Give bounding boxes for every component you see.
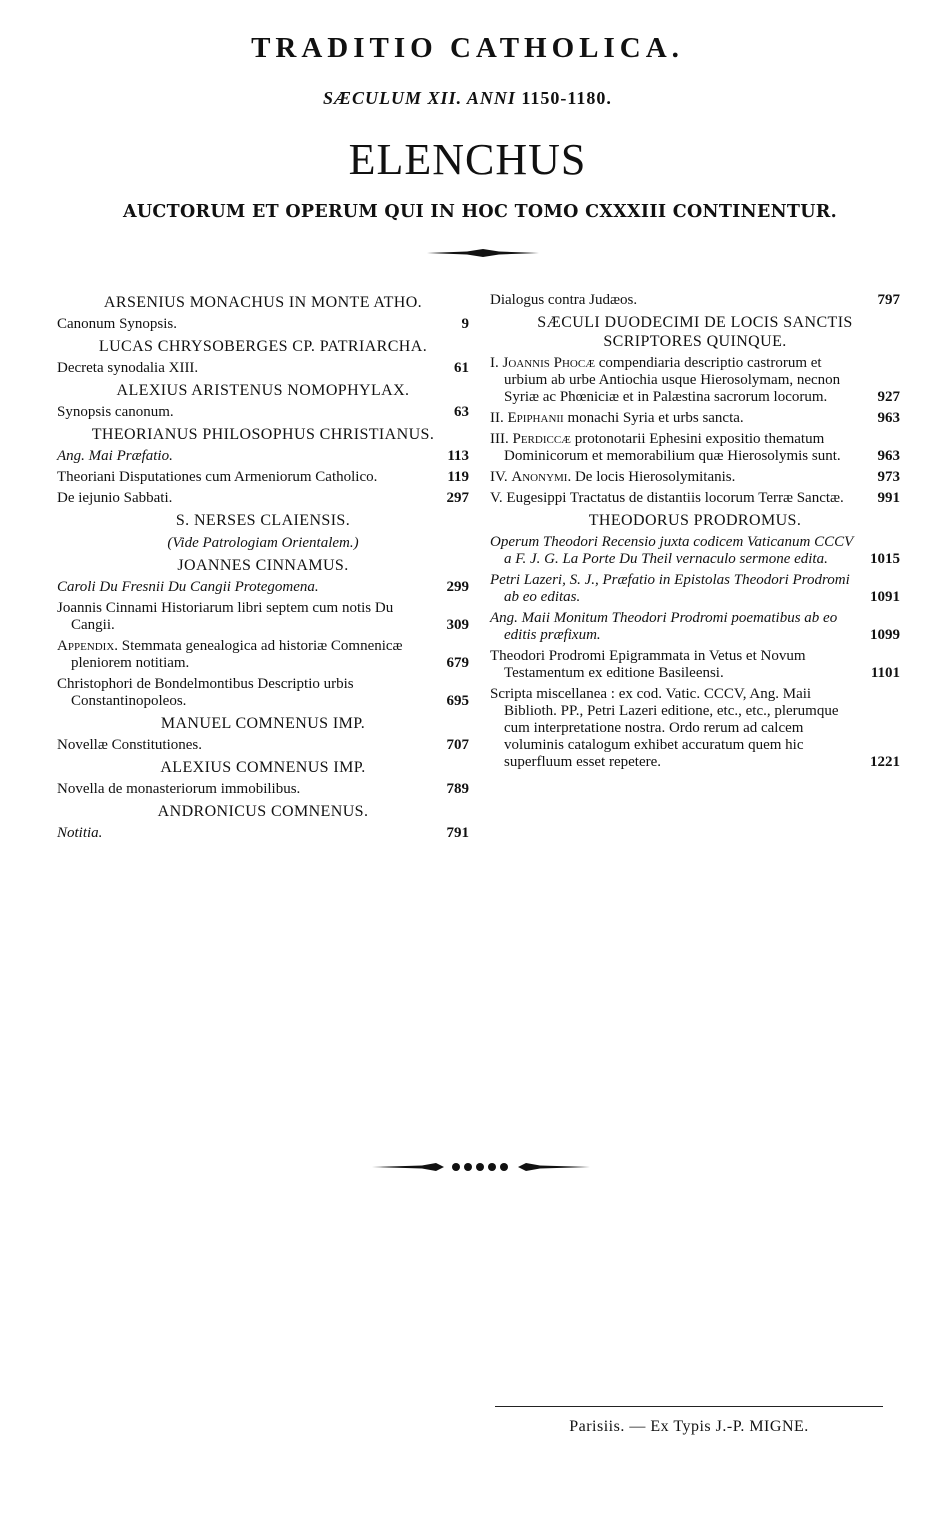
author-heading: S. NERSES CLAIENSIS. <box>175 512 351 529</box>
years: 1150-1180. <box>521 88 612 108</box>
entry-page: 113 <box>447 448 469 464</box>
entry-page: 1091 <box>870 589 900 605</box>
author-heading: THEODORUS PRODROMUS. <box>588 512 802 529</box>
entry-title: Caroli Du Fresnii Du Cangii Protegomena. <box>57 579 319 595</box>
entry-title: Joannis Cinnami Historiarum libri septem cum notis Du Cangii. <box>57 600 394 633</box>
entry-page: 991 <box>877 490 900 506</box>
toc-entry <box>57 404 469 421</box>
entry-page: 1221 <box>870 754 900 770</box>
toc-entry <box>57 638 469 672</box>
author-heading: MANUEL COMNENUS IMP. <box>160 715 366 732</box>
printer-imprint: Parisiis. — Ex Typis J.-P. MIGNE. <box>569 1418 809 1435</box>
toc-entry <box>57 448 469 465</box>
toc-entry <box>57 316 469 333</box>
toc-entry <box>57 360 469 377</box>
author-heading: JOANNES CINNAMUS. <box>177 557 349 574</box>
entry-author: Perdiccæ <box>512 431 571 447</box>
entry-title: Operum Theodori Recensio juxta codicem Vaticanum CCCV a F. J. G. La Porte Du Theil vernaculo sermone edita. <box>490 534 854 567</box>
entry-title: De locis Hierosolymitanis. <box>574 469 736 485</box>
entry-number: V. <box>490 490 503 506</box>
toc-entry <box>490 648 900 682</box>
toc-entry <box>490 292 900 309</box>
entry-page: 63 <box>454 404 469 420</box>
entry-page: 297 <box>446 490 469 506</box>
entry-title: De iejunio Sabbati. <box>57 490 173 506</box>
collection-title: TRADITIO CATHOLICA. <box>251 32 684 64</box>
entry-title: Petri Lazeri, S. J., Præfatio in Epistolas Theodori Prodromi ab eo editas. <box>490 572 850 605</box>
entry-page: 791 <box>446 825 469 841</box>
entry-title: monachi Syria et urbs sancta. <box>567 410 744 426</box>
toc-entry <box>57 781 469 798</box>
appendix-label: Appendix. <box>57 638 119 654</box>
toc-entry <box>490 355 900 406</box>
entry-page: 309 <box>446 617 469 633</box>
ornament-rule-bottom <box>372 1158 590 1176</box>
entry-page: 1101 <box>870 665 900 681</box>
toc-entry <box>57 579 469 596</box>
entry-title: Novella de monasteriorum immobilibus. <box>57 781 301 797</box>
toc-entry <box>490 686 900 771</box>
entry-title: Christophori de Bondelmontibus Descriptio urbis Constantinopoleos. <box>57 676 354 709</box>
entry-page: 973 <box>877 469 900 485</box>
entry-title: Stemmata genealogica ad historiæ Comnenicæ pleniorem notitiam. <box>71 638 403 671</box>
entry-title: Theodori Prodromi Epigrammata in Vetus et Novum Testamentum ex editione Basileensi. <box>490 648 806 681</box>
entry-page: 9 <box>461 316 469 332</box>
entry-number: IV. <box>490 469 508 485</box>
entry-page: 963 <box>877 410 900 426</box>
toc-entry <box>57 490 469 507</box>
entry-page: 679 <box>446 655 469 671</box>
entry-page: 963 <box>877 448 900 464</box>
toc-entry <box>490 431 900 465</box>
entry-page: 61 <box>454 360 469 376</box>
entry-title: Theoriani Disputationes cum Armeniorum Catholico. <box>57 469 378 485</box>
footer-rule <box>495 1406 883 1407</box>
elenchus-title: ELENCHUS <box>348 135 587 184</box>
entry-page: 789 <box>446 781 469 797</box>
entry-title: Ang. Maii Monitum Theodori Prodromi poematibus ab eo editis præfixum. <box>490 610 838 643</box>
entry-page: 299 <box>446 579 469 595</box>
entry-author: Joannis Phocæ <box>502 355 595 371</box>
entry-page: 797 <box>877 292 900 308</box>
entry-title: compendiaria descriptio castrorum et urbium ab urbe Antiochia usque Hierosolymam, necnon Syriæ ac Phœniciæ et in Palæstina sacrorum locorum. <box>504 355 841 405</box>
author-heading: LUCAS CHRYSOBERGES CP. PATRIARCHA. <box>98 338 428 355</box>
entry-title: Scripta miscellanea : ex cod. Vatic. CCCV, Ang. Maii Biblioth. PP., Petri Lazeri editione, etc., etc., plerumque cum interpretatione nostra. Ordo rerum ad calcem voluminis catalogum exhibet accuratum quem hic superfluum esset repetere. <box>490 686 839 770</box>
toc-entry <box>57 600 469 634</box>
toc-entry <box>490 490 900 507</box>
entry-page: 1099 <box>870 627 900 643</box>
entry-title: Synopsis canonum. <box>57 404 174 420</box>
author-heading: THEORIANUS PHILOSOPHUS CHRISTIANUS. <box>91 426 435 443</box>
elenchus-subtitle: AUCTORUM ET OPERUM QUI IN HOC TOMO CXXXIII CONTINENTUR. <box>122 202 838 222</box>
ornament-rule-top <box>427 246 539 260</box>
entry-page: 1015 <box>870 551 900 567</box>
section-heading: SÆCULI DUODECIMI DE LOCIS SANCTIS SCRIPTORES QUINQUE. <box>537 314 853 350</box>
left-column <box>57 290 469 846</box>
entry-author: Anonymi. <box>511 469 572 485</box>
cross-reference-note: (Vide Patrologiam Orientalem.) <box>167 535 359 551</box>
author-heading: ANDRONICUS COMNENUS. <box>157 803 369 820</box>
entry-number: II. <box>490 410 504 426</box>
entry-page: 695 <box>446 693 469 709</box>
toc-entry <box>490 534 900 568</box>
entry-number: III. <box>490 431 509 447</box>
toc-entry <box>490 572 900 606</box>
entry-author: Epiphanii <box>507 410 564 426</box>
century-line <box>0 88 935 109</box>
toc-entry <box>57 469 469 486</box>
toc-entry <box>490 410 900 427</box>
author-heading: ALEXIUS ARISTENUS NOMOPHYLAX. <box>116 382 410 399</box>
century-label: SÆCULUM XII. ANNI <box>323 88 516 108</box>
entry-title: protonotarii Ephesini expositio thematum Dominicorum et memorabilium quæ Hierosolymis sunt. <box>504 431 841 464</box>
toc-entry <box>57 737 469 754</box>
entry-title: Notitia. <box>57 825 103 841</box>
toc-entry <box>490 469 900 486</box>
toc-entry <box>490 610 900 644</box>
toc-entry <box>57 825 469 842</box>
entry-title: Novellæ Constitutiones. <box>57 737 203 753</box>
entry-page: 707 <box>446 737 469 753</box>
right-column <box>490 290 900 775</box>
entry-title: Decreta synodalia XIII. <box>57 360 199 376</box>
entry-title: Eugesippi Tractatus de distantiis locorum Terræ Sanctæ. <box>506 490 844 506</box>
entry-page: 119 <box>447 469 469 485</box>
entry-title: Ang. Mai Præfatio. <box>57 448 173 464</box>
entry-title: Canonum Synopsis. <box>57 316 178 332</box>
toc-entry <box>57 676 469 710</box>
author-heading: ALEXIUS COMNENUS IMP. <box>160 759 366 776</box>
author-heading: ARSENIUS MONACHUS IN MONTE ATHO. <box>103 294 423 311</box>
entry-title: Dialogus contra Judæos. <box>490 292 638 308</box>
entry-page: 927 <box>877 389 900 405</box>
entry-number: I. <box>490 355 499 371</box>
